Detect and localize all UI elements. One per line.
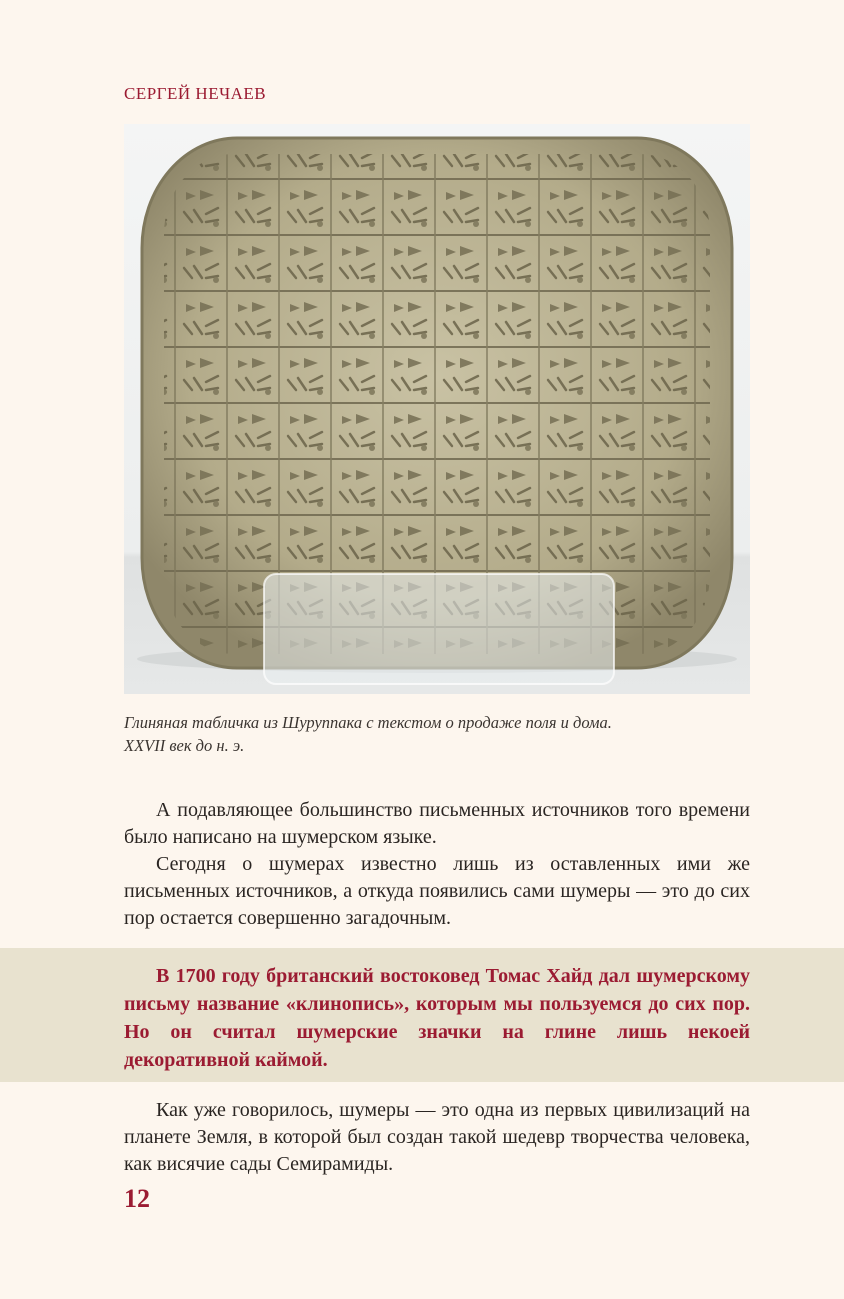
clay-tablet-photo bbox=[124, 124, 750, 694]
page-number: 12 bbox=[124, 1184, 150, 1213]
running-head: СЕРГЕЙ НЕЧАЕВ bbox=[124, 84, 267, 103]
body-paragraph-1: А подавляющее большинство письменных источников того времени было написано на шумерском языке. bbox=[124, 799, 750, 848]
figure-caption bbox=[124, 711, 750, 757]
caption-line-1: Глиняная табличка из Шуруппака с текстом о продаже поля и дома. bbox=[124, 713, 612, 732]
caption-line-2: XXVII век до н. э. bbox=[124, 736, 245, 755]
callout-text: В 1700 году британский востоковед Томас Хайд дал шумерскому письму название «клинопись», которым мы пользуемся до сих пор. Но он считал шумерские значки на глине лишь некоей декоративной каймой. bbox=[124, 965, 750, 1071]
body-paragraph-2: Сегодня о шумерах известно лишь из оставленных ими же письменных источников, а откуда появились сами шумеры — это до сих пор остается совершенно загадочным. bbox=[124, 853, 750, 929]
highlight-callout bbox=[0, 948, 844, 1082]
cuneiform-tablet-image bbox=[124, 124, 750, 694]
body-paragraph-3: Как уже говорилось, шумеры — это одна из первых цивилизаций на планете Земля, в которой был создан такой шедевр творчества человека, как висячие сады Семирамиды. bbox=[124, 1099, 750, 1175]
